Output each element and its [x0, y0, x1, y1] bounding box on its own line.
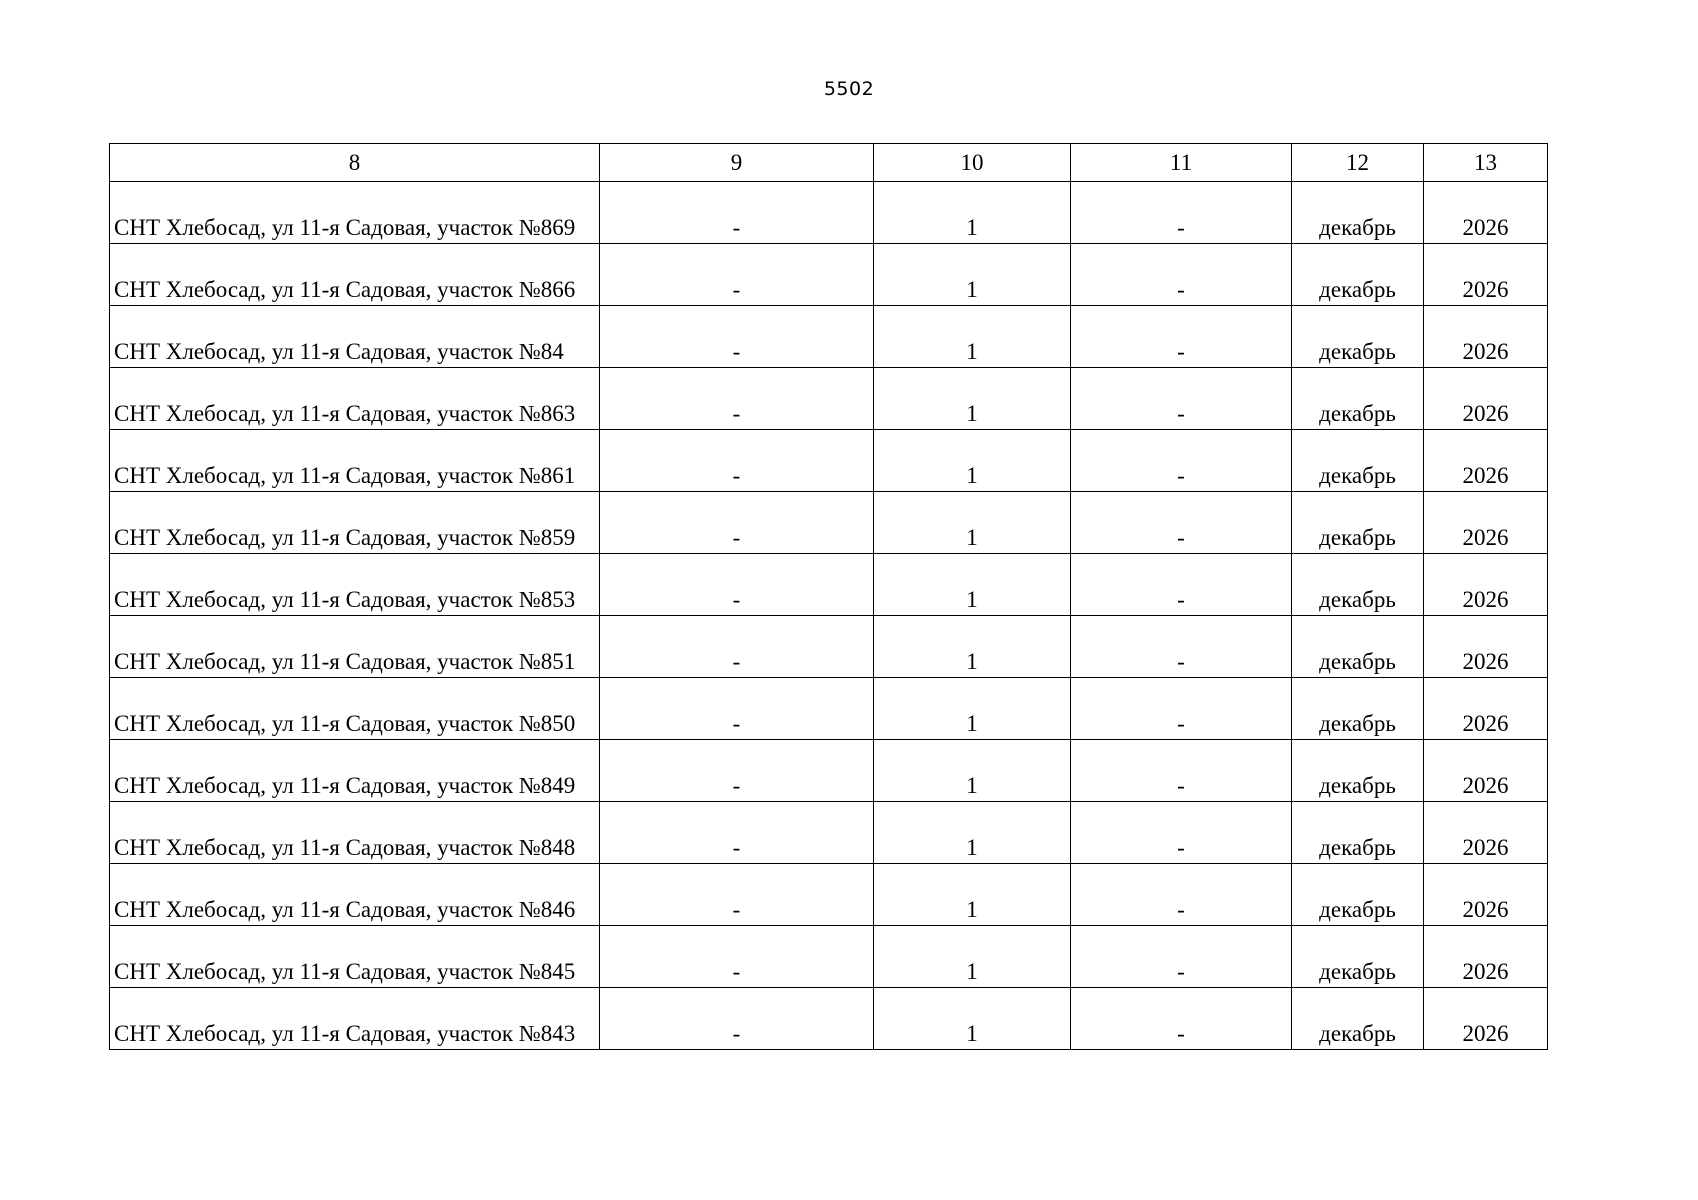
table-cell: 1 [874, 244, 1071, 306]
header-row [110, 144, 1548, 182]
address-cell: СНТ Хлебосад, ул 11-я Садовая, участок №843 [110, 988, 600, 1050]
table-cell: декабрь [1292, 988, 1424, 1050]
table-row [110, 492, 1548, 554]
table-cell: - [1071, 802, 1292, 864]
table-cell: - [1071, 740, 1292, 802]
table-cell: декабрь [1292, 182, 1424, 244]
data-table [109, 143, 1548, 1050]
table-cell: декабрь [1292, 244, 1424, 306]
table-row [110, 864, 1548, 926]
column-header: 11 [1071, 144, 1292, 182]
table-cell: декабрь [1292, 740, 1424, 802]
table-row [110, 306, 1548, 368]
table-cell: - [600, 244, 874, 306]
table-cell: - [600, 368, 874, 430]
table-cell: 1 [874, 182, 1071, 244]
table-row [110, 926, 1548, 988]
table-cell: 2026 [1424, 306, 1548, 368]
table-cell: - [600, 988, 874, 1050]
table-row [110, 616, 1548, 678]
table-cell: декабрь [1292, 926, 1424, 988]
table-cell: 1 [874, 926, 1071, 988]
table-cell: декабрь [1292, 368, 1424, 430]
table-cell: - [1071, 368, 1292, 430]
table-cell: 1 [874, 430, 1071, 492]
column-header: 13 [1424, 144, 1548, 182]
table-cell: 1 [874, 802, 1071, 864]
table-cell: 1 [874, 740, 1071, 802]
table-cell: 1 [874, 492, 1071, 554]
table-cell: декабрь [1292, 492, 1424, 554]
table-cell: 2026 [1424, 182, 1548, 244]
table-cell: 2026 [1424, 864, 1548, 926]
table-cell: 2026 [1424, 802, 1548, 864]
table-cell: декабрь [1292, 306, 1424, 368]
table-cell: - [600, 430, 874, 492]
table-cell: 1 [874, 864, 1071, 926]
address-cell: СНТ Хлебосад, ул 11-я Садовая, участок №846 [110, 864, 600, 926]
address-cell: СНТ Хлебосад, ул 11-я Садовая, участок №859 [110, 492, 600, 554]
table-cell: - [600, 182, 874, 244]
address-cell: СНТ Хлебосад, ул 11-я Садовая, участок №861 [110, 430, 600, 492]
table-cell: - [1071, 492, 1292, 554]
table-cell: 1 [874, 306, 1071, 368]
table-cell: декабрь [1292, 554, 1424, 616]
table-cell: 2026 [1424, 492, 1548, 554]
address-cell: СНТ Хлебосад, ул 11-я Садовая, участок №845 [110, 926, 600, 988]
address-cell: СНТ Хлебосад, ул 11-я Садовая, участок №848 [110, 802, 600, 864]
address-cell: СНТ Хлебосад, ул 11-я Садовая, участок №850 [110, 678, 600, 740]
address-cell: СНТ Хлебосад, ул 11-я Садовая, участок №863 [110, 368, 600, 430]
table-cell: - [1071, 554, 1292, 616]
table-row [110, 554, 1548, 616]
table-cell: 2026 [1424, 740, 1548, 802]
table-row [110, 430, 1548, 492]
table-cell: 1 [874, 988, 1071, 1050]
table-cell: декабрь [1292, 864, 1424, 926]
table-row [110, 244, 1548, 306]
table-cell: 2026 [1424, 926, 1548, 988]
table-cell: - [600, 740, 874, 802]
table-cell: - [600, 864, 874, 926]
table-cell: декабрь [1292, 678, 1424, 740]
table-row [110, 368, 1548, 430]
table-cell: 1 [874, 368, 1071, 430]
address-cell: СНТ Хлебосад, ул 11-я Садовая, участок №84 [110, 306, 600, 368]
table-row [110, 802, 1548, 864]
column-header: 9 [600, 144, 874, 182]
table-cell: - [600, 306, 874, 368]
table-cell: декабрь [1292, 616, 1424, 678]
table-cell: 1 [874, 678, 1071, 740]
table-row [110, 988, 1548, 1050]
table-cell: - [1071, 678, 1292, 740]
table-cell: 2026 [1424, 988, 1548, 1050]
table-cell: - [600, 492, 874, 554]
table-row [110, 182, 1548, 244]
page-number: 5502 [823, 78, 875, 100]
table-cell: - [600, 678, 874, 740]
table-cell: 1 [874, 554, 1071, 616]
table-cell: - [600, 926, 874, 988]
address-cell: СНТ Хлебосад, ул 11-я Садовая, участок №851 [110, 616, 600, 678]
table-cell: - [1071, 926, 1292, 988]
table-cell: декабрь [1292, 430, 1424, 492]
table-row [110, 740, 1548, 802]
table-cell: 2026 [1424, 616, 1548, 678]
table-cell: - [600, 616, 874, 678]
table-cell: 2026 [1424, 244, 1548, 306]
table-cell: - [1071, 864, 1292, 926]
table-cell: - [1071, 616, 1292, 678]
table-cell: - [1071, 306, 1292, 368]
address-cell: СНТ Хлебосад, ул 11-я Садовая, участок №866 [110, 244, 600, 306]
column-header: 12 [1292, 144, 1424, 182]
table-cell: - [1071, 244, 1292, 306]
table-cell: 1 [874, 616, 1071, 678]
table-cell: - [600, 802, 874, 864]
table-body [110, 182, 1548, 1050]
table-row [110, 678, 1548, 740]
table-cell: 2026 [1424, 678, 1548, 740]
column-header: 8 [110, 144, 600, 182]
table-cell: декабрь [1292, 802, 1424, 864]
column-header: 10 [874, 144, 1071, 182]
table-cell: - [600, 554, 874, 616]
table-cell: - [1071, 988, 1292, 1050]
table-cell: - [1071, 182, 1292, 244]
table-cell: 2026 [1424, 554, 1548, 616]
table-header [110, 144, 1548, 182]
address-cell: СНТ Хлебосад, ул 11-я Садовая, участок №849 [110, 740, 600, 802]
address-cell: СНТ Хлебосад, ул 11-я Садовая, участок №853 [110, 554, 600, 616]
table-cell: 2026 [1424, 430, 1548, 492]
address-cell: СНТ Хлебосад, ул 11-я Садовая, участок №869 [110, 182, 600, 244]
table-cell: 2026 [1424, 368, 1548, 430]
table-cell: - [1071, 430, 1292, 492]
